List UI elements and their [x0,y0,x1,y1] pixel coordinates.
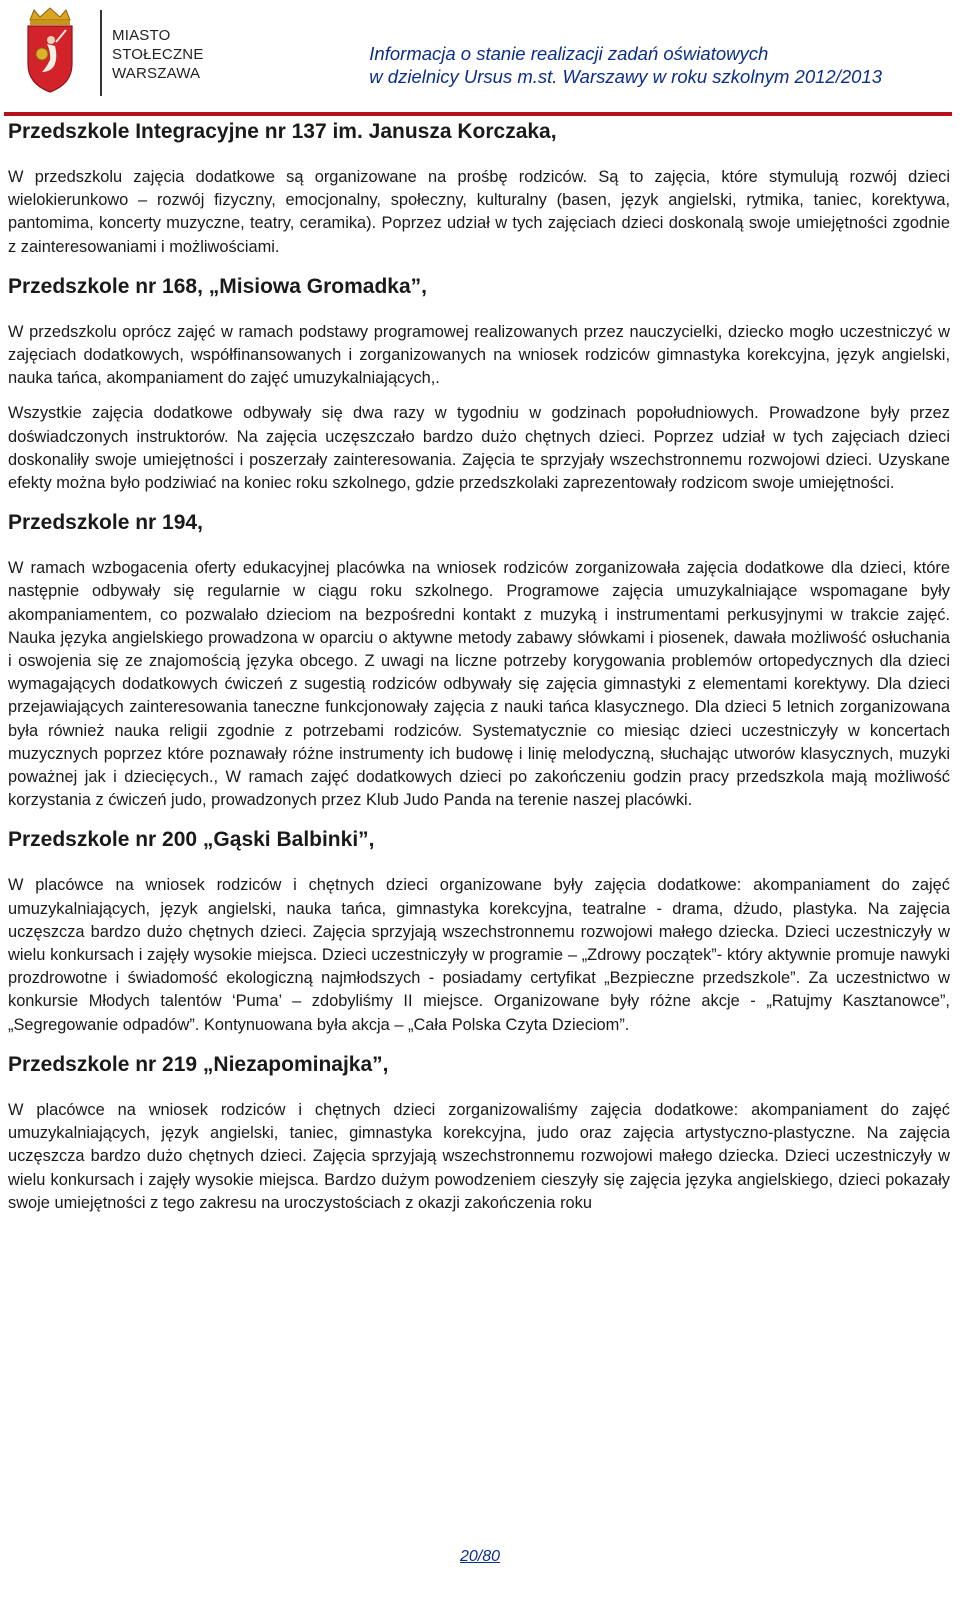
section [8,118,950,259]
section [8,509,950,812]
section-heading: Przedszkole Integracyjne nr 137 im. Janusza Korczaka, [8,120,557,143]
section-heading: Przedszkole nr 194, [8,511,203,535]
page-footer [0,1548,960,1566]
section-heading: Przedszkole nr 168, „Misiowa Gromadka”, [8,274,427,298]
logo-line: WARSZAWA [112,65,201,82]
logo-line: MIASTO [112,27,171,44]
warsaw-coat-of-arms-icon [20,6,80,94]
section [8,1051,950,1215]
section-heading: Przedszkole nr 219 „Niezapominajka”, [8,1052,389,1076]
paragraph: W przedszkolu oprócz zajęć w ramach podstawy programowej realizowanych przez nauczycielki, dziecko mogło uczestniczyć w zajęciach dodatkowych, współfinansowanych i zorganizowanych na wniosek rodziców gimnastyka korekcyjna, język angielski, nauka tańca, akompaniament do zajęć umuzykalniających,. [8,322,950,388]
logo-line: STOŁECZNE [112,46,204,63]
header-title-line: Informacja o stanie realizacji zadań oświatowych [369,43,769,64]
section [8,826,950,1036]
document-header-title [369,42,882,88]
header-title-line: w dzielnicy Ursus m.st. Warszawy w roku szkolnym 2012/2013 [369,66,882,87]
paragraph: W przedszkolu zajęcia dodatkowe są organizowane na prośbę rodziców. Są to zajęcia, które stymulują rozwój dzieci wielokierunkowo – rozwój fizyczny, emocjonalny, społeczny, kulturalny (basen, język angielski, rytmika, taniec, korektywa, pantomima, koncerty muzyczne, teatry, ceramika). Poprzez udział w tych zajęciach dzieci doskonalą swoje umiejętności zgodnie z zainteresowaniami i możliwościami. [8,168,950,256]
paragraph: W placówce na wniosek rodziców i chętnych dzieci organizowane były zajęcia dodatkowe: akompaniament do zajęć umuzykalniających, język angielski, nauka tańca, gimnastyka korekcyjna, teatralne - drama, dżudo, plastyka. Na zajęcia uczęszcza bardzo dużo chętnych dzieci. Zajęcia sprzyjają wszechstronnemu rozwojowi małego dziecka. Dzieci uczestniczyły w wielu konkursach i zajęły wysokie miejsca. Dzieci uczestniczyły w programie – „Zdrowy początek”- który aktywnie promuje nawyki prozdrowotne i świadomość ekologiczną najmłodszych - posiadamy certyfikat „Bezpieczne przedszkole”. Za uczestnictwo w konkursie Młodych talentów ‘Puma’ – zdobyliśmy II miejsce. Organizowane były różne akcje - „Ratujmy Kasztanowce”, „Segregowanie odpadów”. Kontynuowana była akcja – „Cała Polska Czyta Dzieciom”. [8,876,950,1034]
section [8,273,950,495]
section-heading: Przedszkole nr 200 „Gąski Balbinki”, [8,828,375,852]
paragraph: Wszystkie zajęcia dodatkowe odbywały się dwa razy w tygodniu w godzinach popołudniowych. Prowadzone były przez doświadczonych instruktorów. Na zajęcia uczęszczało bardzo dużo chętnych dzieci. Poprzez udział w tych zajęciach dzieci doskonaliły swoje umiejętności i poszerzały zainteresowania. Zajęcia te sprzyjały wszechstronnemu rozwojowi dzieci. Uzyskane efekty można było podziwiać na koniec roku szkolnego, gdzie przedszkolaki zaprezentowały rodzicom swoje umiejętności. [8,404,950,493]
logo-divider [100,10,102,96]
page-header [0,0,960,118]
paragraph: W ramach wzbogacenia oferty edukacyjnej placówka na wniosek rodziców zorganizowała zajęcia dodatkowe dla dzieci, które następnie odbywały się regularnie w ciągu roku szkolnego. Programowe zajęcia umuzykalniające wspomagane były akompaniamentem, co pozwalało dzieciom na bezpośredni kontakt z muzyką i instrumentami perkusyjnymi w trakcie zajęć. Nauka języka angielskiego prowadzona w oparciu o aktywne metody zabawy słówkami i piosenek, dawała możliwość osłuchania i oswojenia się ze znajomością języka obcego. Z uwagi na liczne potrzeby korygowania problemów ortopedycznych dla dzieci wymagających dodatkowych ćwiczeń z sugestią rodziców odbywały się zajęcia gimnastyki z elementami korektywy. Dla dzieci przejawiających zainteresowania taneczne funkcjonowały zajęcia z nauki tańca klasycznego. Dla dzieci 5 letnich zorganizowana była również nauka religii zgodnie z potrzebami rodziców. Systematycznie co miesiąc dzieci uczestniczyły w koncertach muzycznych poprzez które poznawały różne instrumenty ich budowę i linię melodyczną, słuchając utworów klasycznych, muzyki poważnej jak i dziecięcych., W ramach zajęć dodatkowych dzieci po zakończeniu godzin pracy przedszkola mają możliwość korzystania z ćwiczeń judo, prowadzonych przez Klub Judo Panda na terenie naszej placówki. [8,559,950,810]
header-rule [4,112,952,116]
city-logo-text [112,26,204,83]
document-body [8,118,950,1229]
page-number: 20/80 [459,1548,501,1565]
paragraph: W placówce na wniosek rodziców i chętnych dzieci zorganizowaliśmy zajęcia dodatkowe: akompaniament do zajęć umuzykalniających, język angielski, taniec, gimnastyka korekcyjna, judo oraz zajęcia artystyczno-plastyczne. Na zajęcia uczęszcza bardzo dużo chętnych dzieci. Zajęcia sprzyjają wszechstronnemu rozwojowi małego dziecka. Dzieci uczestniczyły w wielu konkursach i zajęły wysokie miejsca. Bardzo dużym powodzeniem cieszyły się zajęcia języka angielskiego, dzieci pokazały swoje umiejętności z tego zakresu na uroczystościach z okazji zakończenia roku [8,1100,950,1212]
